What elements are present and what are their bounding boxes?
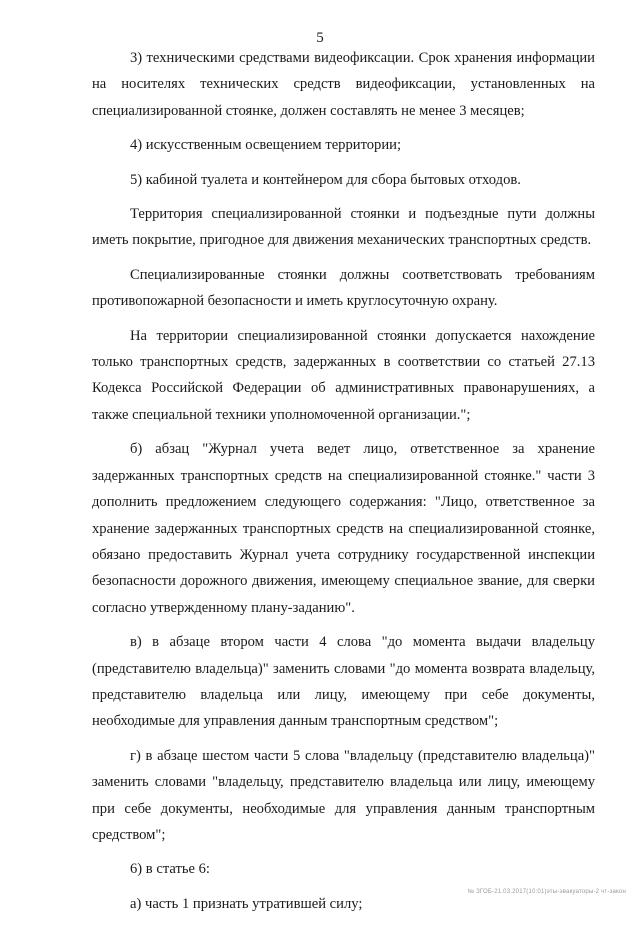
paragraph-allowed-vehicles: На территории специализированной стоянки допускается нахождение только транспортных средств, задержанных в соответствии со статьей 27.13 Кодекса Российской Федерации об административных правонарушениях, а также специальной техники уполномоченной организации."; <box>92 327 595 423</box>
paragraph-item-4: 4) искусственным освещением территории; <box>130 137 402 154</box>
paragraph-article-6: 6) в статье 6: <box>130 861 210 878</box>
footer-document-id: № ЗГОБ-21.03.2017(10:01)эты-эвакуаторы-2 чт-закон <box>467 889 626 895</box>
paragraph-article-6-a: а) часть 1 признать утратившей силу; <box>130 895 363 912</box>
paragraph-fire-safety: Специализированные стоянки должны соответствовать требованиям противопожарной безопасности и иметь круглосуточную охрану. <box>92 266 595 310</box>
page-number: 5 <box>316 30 324 46</box>
paragraph-amendment-g: г) в абзаце шестом части 5 слова "владельцу (представителю владельца)" заменить словами "владельцу, представителю владельца или лицу, имеющему при себе документы, необходимые для управления данным транспортным средством"; <box>92 747 595 843</box>
paragraph-item-5: 5) кабиной туалета и контейнером для сбора бытовых отходов. <box>130 171 521 188</box>
paragraph-territory: Территория специализированной стоянки и подъездные пути должны иметь покрытие, пригодное для движения механических транспортных средств. <box>92 206 595 249</box>
paragraph-amendment-b: б) абзац "Журнал учета ведет лицо, ответственное за хранение задержанных транспортных средств на специализированной стоянке." части 3 дополнить предложением следующего содержания: "Лицо, ответственное за хранение задержанных транспортных средств на специализированной стоянке, обязано предоставить Журнал учета сотруднику государственной инспекции безопасности дорожного движения, имеющему специальное звание, для сверки согласно утвержденному плану-заданию". <box>92 441 595 616</box>
paragraph-amendment-v: в) в абзаце втором части 4 слова "до момента выдачи владельцу (представителю владельца)" заменить словами "до момента возврата владельцу, представителю владельца или лицу, имеющему при себе документы, необходимые для управления данным транспортным средством"; <box>92 634 595 730</box>
document-body <box>92 45 595 925</box>
paragraph-item-3: 3) техническими средствами видеофиксации. Срок хранения информации на носителях технических средств видеофиксации, установленных на специализированной стоянке, должен составлять не менее 3 месяцев; <box>92 50 595 119</box>
